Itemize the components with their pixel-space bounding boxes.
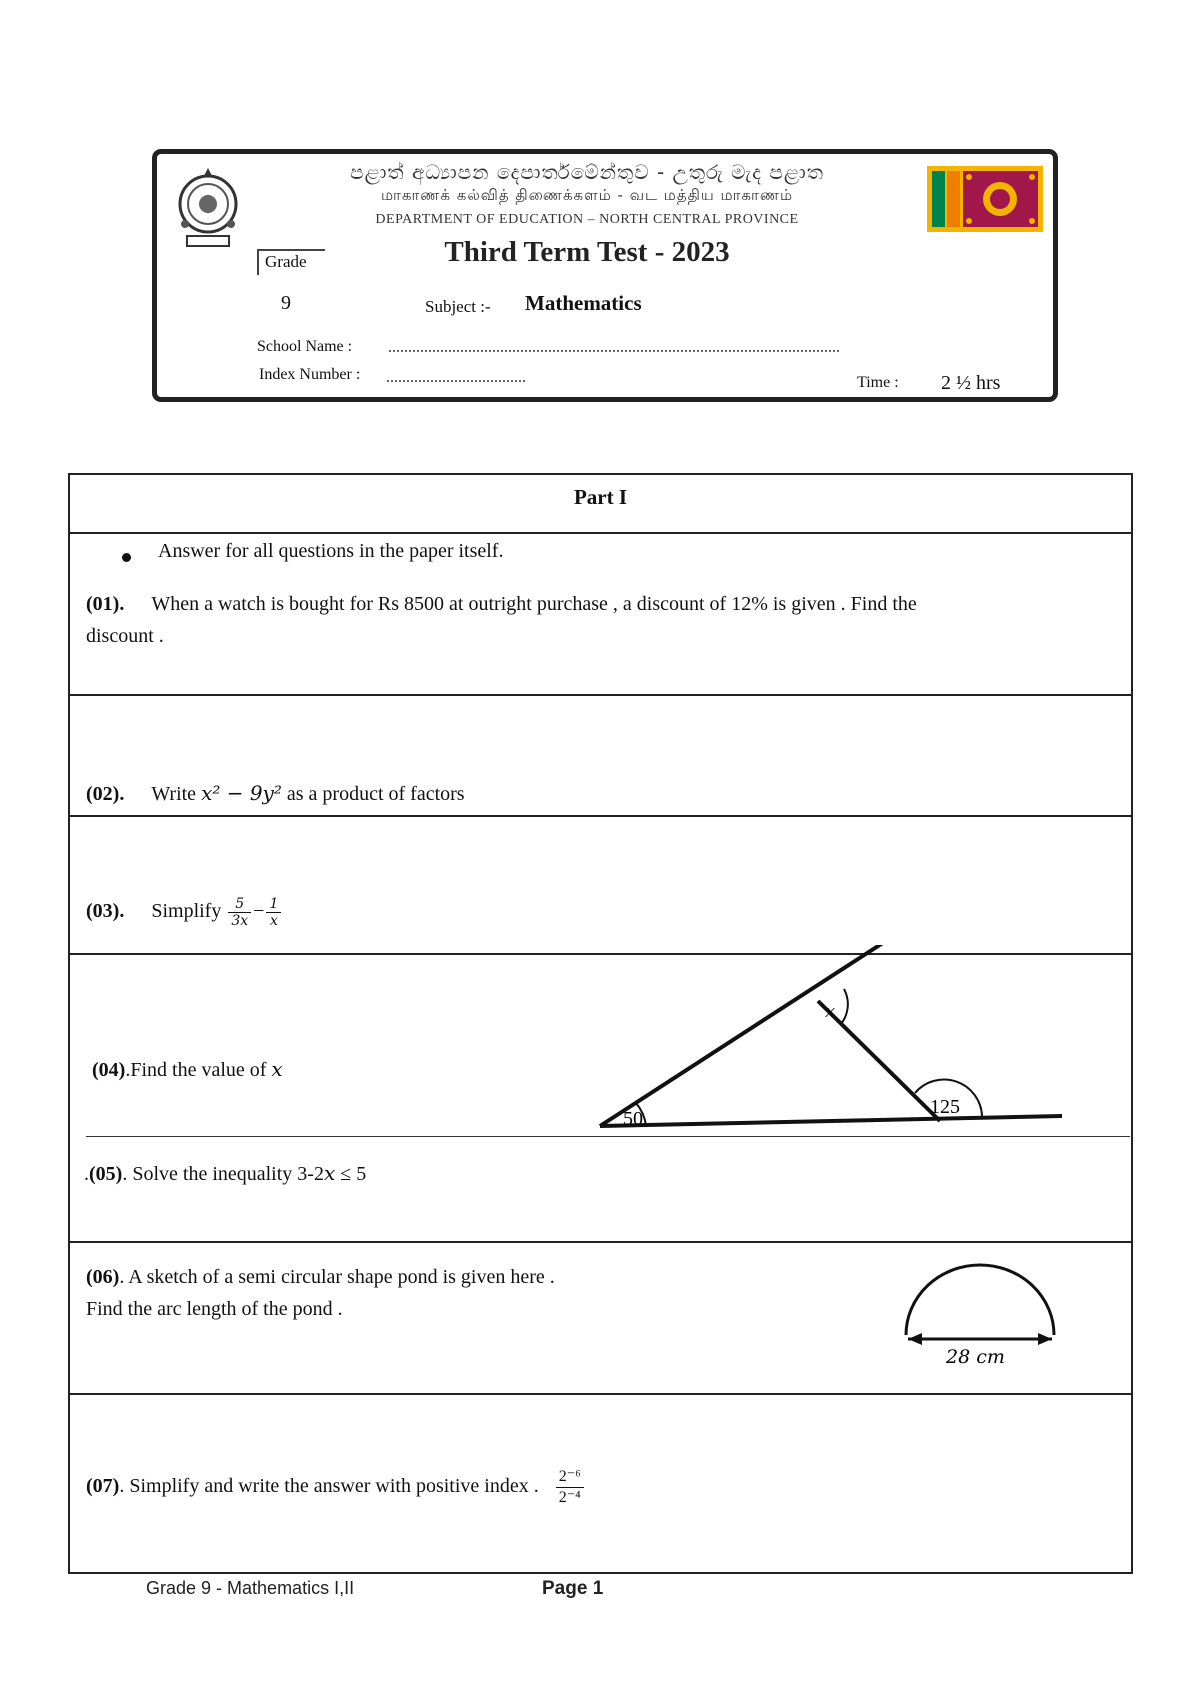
question-07 — [86, 1467, 586, 1508]
row-divider — [70, 1393, 1131, 1395]
fraction — [228, 896, 251, 929]
question-03 — [86, 895, 283, 929]
question-number: (01). — [86, 593, 125, 615]
question-text: Simplify — [151, 900, 222, 922]
exam-title: Third Term Test - 2023 — [444, 236, 730, 268]
fraction-denominator: 3x — [231, 912, 249, 929]
question-text: as a product of factors — [281, 783, 465, 805]
sri-lanka-emblem-icon — [177, 164, 239, 250]
angle-label-top: x — [825, 1001, 836, 1022]
question-text: When a watch is bought for Rs 8500 at outright purchase , a discount of 12% is given . Find the — [151, 593, 917, 615]
question-prefix: . — [84, 1163, 89, 1185]
fraction-denominator: x — [269, 912, 278, 929]
question-02 — [86, 777, 465, 810]
index-number-label: Index Number : — [259, 366, 361, 383]
time-value: 2 ½ hrs — [941, 372, 1001, 394]
question-01-continued: discount . — [86, 625, 164, 647]
question-06 — [86, 1261, 555, 1293]
part-title: Part I — [573, 485, 628, 509]
grade-label: Grade — [257, 249, 325, 275]
inequality-relation: ≤ 5 — [335, 1163, 367, 1185]
question-text: . A sketch of a semi circular shape pond is given here . — [119, 1266, 555, 1288]
fraction — [556, 1467, 584, 1508]
diameter-label: 28 cm — [946, 1346, 1005, 1368]
footer-course: Grade 9 - Mathematics I,II — [146, 1578, 355, 1598]
row-divider — [86, 1136, 1130, 1137]
exam-header — [152, 149, 1058, 402]
subject-label: Subject :- — [425, 297, 491, 316]
index-number-field[interactable] — [387, 380, 525, 382]
angle-label-bottom: 50 — [623, 1108, 643, 1130]
tamil-department-line: மாகாணக் கல்வித் திணைக்களம் - வட மத்திய மாகாணம் — [380, 186, 794, 204]
question-number: (05) — [89, 1163, 123, 1185]
question-number: (04) — [92, 1059, 126, 1081]
math-variable: x — [271, 1057, 283, 1081]
question-text: Write — [151, 783, 202, 805]
fraction-numerator: 2⁻⁶ — [556, 1467, 584, 1488]
row-divider — [70, 532, 1131, 534]
grade-value: 9 — [281, 292, 291, 314]
sri-lanka-flag-icon — [927, 166, 1043, 232]
row-divider — [70, 694, 1131, 696]
sinhala-department-line: පළාත් අධ්‍යාපන දෙපාර්තමේන්තුව - උතුරු මැද පළාත — [350, 160, 824, 184]
instruction-text: Answer for all questions in the paper itself. — [158, 540, 504, 562]
subject-value: Mathematics — [525, 291, 642, 315]
question-number: (02). — [86, 783, 125, 805]
fraction-denominator: 2⁻⁴ — [558, 1489, 581, 1506]
question-number: (03). — [86, 900, 125, 922]
question-number: (07) — [86, 1475, 120, 1498]
question-05 — [84, 1157, 366, 1190]
question-06-continued: Find the arc length of the pond . — [86, 1298, 343, 1320]
department-line: DEPARTMENT OF EDUCATION – NORTH CENTRAL PROVINCE — [375, 212, 799, 227]
bullet-icon — [122, 553, 131, 562]
question-table — [68, 473, 1133, 1574]
fraction-numerator: 1 — [266, 896, 281, 913]
angle-label-right: 125 — [930, 1096, 960, 1118]
time-label: Time : — [857, 374, 899, 391]
school-name-label: School Name : — [257, 338, 353, 355]
triangle-diagram — [590, 945, 1070, 1135]
question-text: .Find the value of — [125, 1059, 272, 1081]
school-name-field[interactable] — [389, 350, 839, 352]
minus-sign: − — [253, 900, 265, 922]
question-text: . Simplify and write the answer with positive index . — [119, 1475, 539, 1498]
footer-page-number: Page 1 — [542, 1578, 604, 1599]
question-01 — [86, 588, 917, 620]
row-divider — [70, 1241, 1131, 1243]
math-expression: x² − 9y² — [201, 781, 282, 805]
fraction — [266, 896, 281, 929]
question-04 — [92, 1053, 283, 1086]
fraction-numerator: 5 — [228, 896, 251, 913]
question-number: (06) — [86, 1266, 120, 1288]
question-text: . Solve the inequality 3-2 — [122, 1163, 324, 1185]
math-variable: x — [323, 1161, 336, 1185]
row-divider — [70, 815, 1131, 817]
semicircle-pond-diagram — [896, 1255, 1066, 1370]
